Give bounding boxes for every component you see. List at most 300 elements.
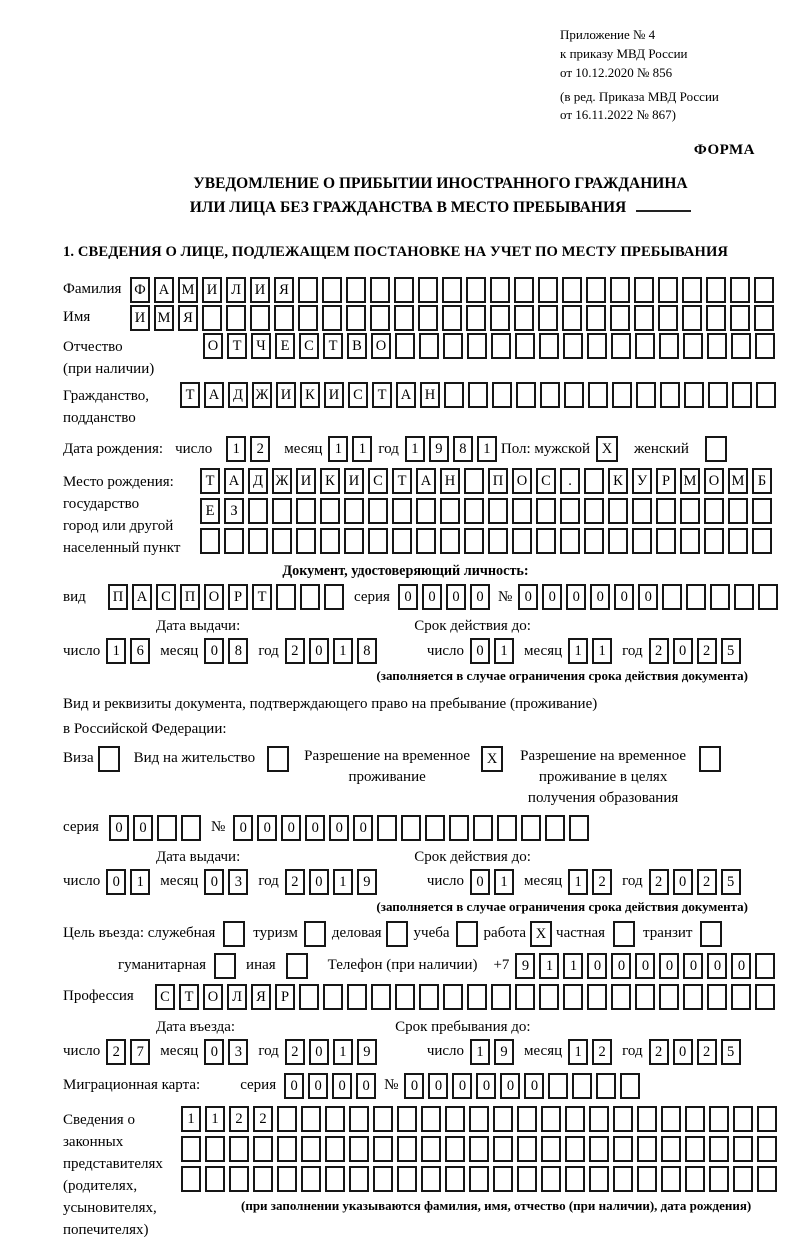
birthplace-cell[interactable]: П [488, 468, 508, 494]
citizenship-cell[interactable] [684, 382, 704, 408]
surname-cell[interactable] [586, 277, 606, 303]
representatives-cell[interactable] [229, 1136, 249, 1162]
stay-year-cell[interactable]: 0 [673, 1039, 693, 1065]
doc-type-cell[interactable]: Р [228, 584, 248, 610]
birthplace-cell[interactable]: Б [752, 468, 772, 494]
representatives-cell[interactable] [637, 1136, 657, 1162]
surname-cell[interactable] [418, 277, 438, 303]
birthplace-cell[interactable]: Т [200, 468, 220, 494]
representatives-cell[interactable] [277, 1136, 297, 1162]
birthplace-cell[interactable] [320, 498, 340, 524]
phone-cell[interactable]: 0 [731, 953, 751, 979]
birthplace-cell[interactable]: О [704, 468, 724, 494]
birthplace-cell[interactable] [416, 498, 436, 524]
citizenship-cell[interactable]: А [204, 382, 224, 408]
birthplace-cell[interactable] [344, 528, 364, 554]
resdoc-series-cell[interactable] [157, 815, 177, 841]
patronymic-cell[interactable]: Ч [251, 333, 271, 359]
birthplace-cell[interactable]: Д [248, 468, 268, 494]
visa-checkbox-cell[interactable] [98, 746, 120, 772]
citizenship-cell[interactable]: Д [228, 382, 248, 408]
citizenship-cell[interactable] [732, 382, 752, 408]
birthplace-cell[interactable]: А [224, 468, 244, 494]
patronymic-cell[interactable] [683, 333, 703, 359]
citizenship-cell[interactable]: И [276, 382, 296, 408]
birthplace-cell[interactable] [392, 498, 412, 524]
migration-series-cell[interactable]: 0 [284, 1073, 304, 1099]
representatives-cell[interactable] [325, 1166, 345, 1192]
representatives-cell[interactable] [685, 1106, 705, 1132]
patronymic-cell[interactable] [539, 333, 559, 359]
citizenship-cell[interactable]: Т [180, 382, 200, 408]
phone-cell[interactable]: 9 [515, 953, 535, 979]
surname-cell[interactable]: Ф [130, 277, 150, 303]
patronymic-cell[interactable] [659, 333, 679, 359]
purpose-tourism-checkbox-cell[interactable] [304, 921, 326, 947]
birthplace-cell[interactable]: С [536, 468, 556, 494]
surname-cell[interactable] [754, 277, 774, 303]
citizenship-cell[interactable]: К [300, 382, 320, 408]
migration-series-cell[interactable]: 0 [332, 1073, 352, 1099]
stay-year-cell[interactable]: 5 [721, 1039, 741, 1065]
birthplace-cell[interactable] [368, 498, 388, 524]
phone-cell[interactable]: 0 [659, 953, 679, 979]
birthdate-day-cell[interactable]: 1 [226, 436, 246, 462]
phone-cell[interactable]: 0 [683, 953, 703, 979]
firstname-cell[interactable] [346, 305, 366, 331]
birthplace-cell[interactable] [248, 498, 268, 524]
doc-type-cell[interactable]: П [180, 584, 200, 610]
representatives-cell[interactable] [205, 1166, 225, 1192]
surname-cell[interactable]: Я [274, 277, 294, 303]
firstname-cell[interactable] [274, 305, 294, 331]
resdoc-number-cell[interactable] [401, 815, 421, 841]
resdoc-series-cell[interactable]: 0 [133, 815, 153, 841]
firstname-cell[interactable] [322, 305, 342, 331]
representatives-cell[interactable] [637, 1166, 657, 1192]
migration-series-cell[interactable]: 0 [356, 1073, 376, 1099]
representatives-cell[interactable] [229, 1166, 249, 1192]
citizenship-cell[interactable]: И [324, 382, 344, 408]
birthplace-cell[interactable]: К [608, 468, 628, 494]
phone-cell[interactable]: 1 [563, 953, 583, 979]
resdoc-valid-day-cell[interactable]: 0 [470, 869, 490, 895]
representatives-cell[interactable] [589, 1136, 609, 1162]
birthplace-cell[interactable] [248, 528, 268, 554]
resdoc-number-cell[interactable]: 0 [257, 815, 277, 841]
representatives-cell[interactable] [445, 1136, 465, 1162]
doc-valid-day-cell[interactable]: 0 [470, 638, 490, 664]
birthplace-cell[interactable]: И [344, 468, 364, 494]
doc-number-cell[interactable]: 0 [590, 584, 610, 610]
doc-number-cell[interactable] [686, 584, 706, 610]
doc-number-cell[interactable]: 0 [566, 584, 586, 610]
representatives-cell[interactable] [325, 1136, 345, 1162]
birthplace-cell[interactable] [752, 528, 772, 554]
resdoc-valid-year-cell[interactable]: 0 [673, 869, 693, 895]
resdoc-number-cell[interactable]: 0 [281, 815, 301, 841]
resdoc-number-cell[interactable] [449, 815, 469, 841]
citizenship-cell[interactable] [660, 382, 680, 408]
birthdate-year-cell[interactable]: 9 [429, 436, 449, 462]
representatives-cell[interactable] [469, 1136, 489, 1162]
citizenship-cell[interactable] [588, 382, 608, 408]
birthplace-cell[interactable] [440, 498, 460, 524]
patronymic-cell[interactable]: Т [227, 333, 247, 359]
doc-issue-month-cell[interactable]: 0 [204, 638, 224, 664]
birthplace-cell[interactable] [392, 528, 412, 554]
doc-issue-day-cell[interactable]: 6 [130, 638, 150, 664]
profession-cell[interactable]: Т [179, 984, 199, 1010]
surname-cell[interactable] [730, 277, 750, 303]
birthplace-cell[interactable] [560, 528, 580, 554]
patronymic-cell[interactable]: О [203, 333, 223, 359]
resdoc-valid-year-cell[interactable]: 2 [649, 869, 669, 895]
birthdate-year-cell[interactable]: 8 [453, 436, 473, 462]
profession-cell[interactable] [755, 984, 775, 1010]
birthplace-cell[interactable]: Н [440, 468, 460, 494]
stay-month-cell[interactable]: 2 [592, 1039, 612, 1065]
entry-year-cell[interactable]: 0 [309, 1039, 329, 1065]
firstname-cell[interactable] [466, 305, 486, 331]
birthplace-cell[interactable]: . [560, 468, 580, 494]
patronymic-cell[interactable] [635, 333, 655, 359]
migration-number-cell[interactable]: 0 [500, 1073, 520, 1099]
resdoc-issue-month-cell[interactable]: 0 [204, 869, 224, 895]
doc-valid-year-cell[interactable]: 5 [721, 638, 741, 664]
patronymic-cell[interactable] [419, 333, 439, 359]
patronymic-cell[interactable] [587, 333, 607, 359]
representatives-cell[interactable] [445, 1106, 465, 1132]
doc-valid-month-cell[interactable]: 1 [568, 638, 588, 664]
entry-month-cell[interactable]: 0 [204, 1039, 224, 1065]
profession-cell[interactable] [323, 984, 343, 1010]
doc-number-cell[interactable] [662, 584, 682, 610]
representatives-cell[interactable] [661, 1106, 681, 1132]
surname-cell[interactable] [706, 277, 726, 303]
birthplace-cell[interactable] [704, 498, 724, 524]
representatives-cell[interactable] [301, 1166, 321, 1192]
citizenship-cell[interactable]: Н [420, 382, 440, 408]
representatives-cell[interactable] [709, 1106, 729, 1132]
representatives-cell[interactable] [517, 1106, 537, 1132]
representatives-cell[interactable] [301, 1136, 321, 1162]
doc-type-cell[interactable] [324, 584, 344, 610]
migration-number-cell[interactable]: 0 [476, 1073, 496, 1099]
firstname-cell[interactable]: Я [178, 305, 198, 331]
migration-number-cell[interactable] [548, 1073, 568, 1099]
representatives-cell[interactable] [565, 1106, 585, 1132]
patronymic-cell[interactable]: В [347, 333, 367, 359]
temp-residence-edu-checkbox-cell[interactable] [699, 746, 721, 772]
residence-permit-checkbox-cell[interactable] [267, 746, 289, 772]
patronymic-cell[interactable] [491, 333, 511, 359]
profession-cell[interactable] [635, 984, 655, 1010]
representatives-cell[interactable] [493, 1166, 513, 1192]
birthplace-cell[interactable] [560, 498, 580, 524]
birthplace-cell[interactable] [584, 498, 604, 524]
profession-cell[interactable] [515, 984, 535, 1010]
representatives-cell[interactable] [277, 1106, 297, 1132]
entry-year-cell[interactable]: 9 [357, 1039, 377, 1065]
birthplace-cell[interactable]: У [632, 468, 652, 494]
doc-number-cell[interactable] [758, 584, 778, 610]
resdoc-issue-year-cell[interactable]: 9 [357, 869, 377, 895]
birthplace-cell[interactable] [464, 498, 484, 524]
migration-number-cell[interactable]: 0 [452, 1073, 472, 1099]
representatives-cell[interactable] [757, 1136, 777, 1162]
patronymic-cell[interactable]: Т [323, 333, 343, 359]
resdoc-number-cell[interactable]: 0 [305, 815, 325, 841]
doc-number-cell[interactable]: 0 [638, 584, 658, 610]
profession-cell[interactable] [299, 984, 319, 1010]
citizenship-cell[interactable] [492, 382, 512, 408]
doc-issue-year-cell[interactable]: 1 [333, 638, 353, 664]
birthplace-cell[interactable] [464, 528, 484, 554]
representatives-cell[interactable] [757, 1106, 777, 1132]
birthplace-cell[interactable] [464, 468, 484, 494]
resdoc-valid-month-cell[interactable]: 2 [592, 869, 612, 895]
firstname-cell[interactable] [226, 305, 246, 331]
male-checkbox-cell[interactable]: X [596, 436, 618, 462]
migration-number-cell[interactable]: 0 [428, 1073, 448, 1099]
doc-issue-month-cell[interactable]: 8 [228, 638, 248, 664]
profession-cell[interactable] [539, 984, 559, 1010]
profession-cell[interactable] [443, 984, 463, 1010]
purpose-humanitarian-checkbox-cell[interactable] [214, 953, 236, 979]
birthplace-cell[interactable]: И [296, 468, 316, 494]
stay-year-cell[interactable]: 2 [697, 1039, 717, 1065]
phone-cell[interactable]: 0 [611, 953, 631, 979]
representatives-cell[interactable] [181, 1166, 201, 1192]
firstname-cell[interactable] [490, 305, 510, 331]
birthdate-month-cell[interactable]: 1 [352, 436, 372, 462]
citizenship-cell[interactable]: С [348, 382, 368, 408]
representatives-cell[interactable]: 1 [205, 1106, 225, 1132]
patronymic-cell[interactable]: Е [275, 333, 295, 359]
profession-cell[interactable]: Р [275, 984, 295, 1010]
representatives-cell[interactable] [757, 1166, 777, 1192]
birthplace-cell[interactable] [416, 528, 436, 554]
representatives-cell[interactable] [709, 1166, 729, 1192]
purpose-work-checkbox-cell[interactable]: X [530, 921, 552, 947]
surname-cell[interactable] [682, 277, 702, 303]
profession-cell[interactable] [683, 984, 703, 1010]
doc-valid-year-cell[interactable]: 0 [673, 638, 693, 664]
firstname-cell[interactable] [538, 305, 558, 331]
firstname-cell[interactable] [370, 305, 390, 331]
firstname-cell[interactable] [418, 305, 438, 331]
migration-number-cell[interactable] [620, 1073, 640, 1099]
doc-type-cell[interactable] [300, 584, 320, 610]
surname-cell[interactable]: И [202, 277, 222, 303]
representatives-cell[interactable] [517, 1166, 537, 1192]
resdoc-series-cell[interactable]: 0 [109, 815, 129, 841]
surname-cell[interactable] [490, 277, 510, 303]
surname-cell[interactable] [298, 277, 318, 303]
birthdate-month-cell[interactable]: 1 [328, 436, 348, 462]
firstname-cell[interactable] [202, 305, 222, 331]
patronymic-cell[interactable] [515, 333, 535, 359]
resdoc-number-cell[interactable] [377, 815, 397, 841]
representatives-cell[interactable] [349, 1106, 369, 1132]
doc-type-cell[interactable] [276, 584, 296, 610]
profession-cell[interactable] [371, 984, 391, 1010]
surname-cell[interactable] [610, 277, 630, 303]
patronymic-cell[interactable]: О [371, 333, 391, 359]
birthplace-cell[interactable]: Р [656, 468, 676, 494]
representatives-cell[interactable] [349, 1166, 369, 1192]
profession-cell[interactable] [467, 984, 487, 1010]
doc-type-cell[interactable]: А [132, 584, 152, 610]
surname-cell[interactable] [322, 277, 342, 303]
citizenship-cell[interactable]: Т [372, 382, 392, 408]
doc-series-cell[interactable]: 0 [398, 584, 418, 610]
resdoc-number-cell[interactable]: 0 [353, 815, 373, 841]
representatives-cell[interactable] [541, 1136, 561, 1162]
entry-day-cell[interactable]: 7 [130, 1039, 150, 1065]
birthplace-cell[interactable] [608, 528, 628, 554]
representatives-cell[interactable]: 2 [253, 1106, 273, 1132]
doc-series-cell[interactable]: 0 [470, 584, 490, 610]
firstname-cell[interactable] [610, 305, 630, 331]
representatives-cell[interactable] [733, 1136, 753, 1162]
resdoc-number-cell[interactable] [569, 815, 589, 841]
temp-residence-checkbox-cell[interactable]: X [481, 746, 503, 772]
birthplace-cell[interactable] [704, 528, 724, 554]
representatives-cell[interactable] [613, 1106, 633, 1132]
doc-type-cell[interactable]: П [108, 584, 128, 610]
surname-cell[interactable]: Л [226, 277, 246, 303]
representatives-cell[interactable] [277, 1166, 297, 1192]
resdoc-issue-year-cell[interactable]: 0 [309, 869, 329, 895]
resdoc-number-cell[interactable]: 0 [329, 815, 349, 841]
purpose-transit-checkbox-cell[interactable] [700, 921, 722, 947]
profession-cell[interactable] [347, 984, 367, 1010]
firstname-cell[interactable] [682, 305, 702, 331]
birthplace-cell[interactable] [536, 528, 556, 554]
firstname-cell[interactable] [706, 305, 726, 331]
doc-valid-month-cell[interactable]: 1 [592, 638, 612, 664]
representatives-cell[interactable] [373, 1166, 393, 1192]
birthplace-cell[interactable] [680, 498, 700, 524]
phone-cell[interactable]: 0 [587, 953, 607, 979]
profession-cell[interactable]: Л [227, 984, 247, 1010]
profession-cell[interactable] [587, 984, 607, 1010]
resdoc-valid-day-cell[interactable]: 1 [494, 869, 514, 895]
doc-valid-day-cell[interactable]: 1 [494, 638, 514, 664]
birthplace-cell[interactable] [488, 528, 508, 554]
entry-year-cell[interactable]: 1 [333, 1039, 353, 1065]
firstname-cell[interactable] [754, 305, 774, 331]
profession-cell[interactable] [395, 984, 415, 1010]
representatives-cell[interactable] [661, 1166, 681, 1192]
firstname-cell[interactable] [442, 305, 462, 331]
profession-cell[interactable] [419, 984, 439, 1010]
birthplace-cell[interactable] [272, 528, 292, 554]
resdoc-issue-day-cell[interactable]: 0 [106, 869, 126, 895]
representatives-cell[interactable] [205, 1136, 225, 1162]
birthdate-year-cell[interactable]: 1 [477, 436, 497, 462]
birthplace-cell[interactable]: Е [200, 498, 220, 524]
birthplace-cell[interactable] [632, 498, 652, 524]
representatives-cell[interactable] [325, 1106, 345, 1132]
doc-issue-day-cell[interactable]: 1 [106, 638, 126, 664]
doc-issue-year-cell[interactable]: 2 [285, 638, 305, 664]
doc-number-cell[interactable] [710, 584, 730, 610]
birthplace-cell[interactable]: А [416, 468, 436, 494]
birthplace-cell[interactable] [632, 528, 652, 554]
birthplace-cell[interactable] [728, 528, 748, 554]
firstname-cell[interactable] [394, 305, 414, 331]
phone-cell[interactable]: 0 [707, 953, 727, 979]
surname-cell[interactable] [538, 277, 558, 303]
entry-month-cell[interactable]: 3 [228, 1039, 248, 1065]
representatives-cell[interactable] [445, 1166, 465, 1192]
representatives-cell[interactable] [253, 1166, 273, 1192]
doc-type-cell[interactable]: О [204, 584, 224, 610]
representatives-cell[interactable] [421, 1166, 441, 1192]
representatives-cell[interactable] [397, 1136, 417, 1162]
birthplace-cell[interactable]: Т [392, 468, 412, 494]
representatives-cell[interactable] [637, 1106, 657, 1132]
resdoc-number-cell[interactable] [473, 815, 493, 841]
birthplace-cell[interactable]: К [320, 468, 340, 494]
stay-day-cell[interactable]: 9 [494, 1039, 514, 1065]
stay-month-cell[interactable]: 1 [568, 1039, 588, 1065]
doc-number-cell[interactable] [734, 584, 754, 610]
representatives-cell[interactable] [421, 1136, 441, 1162]
representatives-cell[interactable] [589, 1166, 609, 1192]
patronymic-cell[interactable] [443, 333, 463, 359]
representatives-cell[interactable] [469, 1106, 489, 1132]
surname-cell[interactable] [394, 277, 414, 303]
doc-valid-year-cell[interactable]: 2 [649, 638, 669, 664]
citizenship-cell[interactable] [468, 382, 488, 408]
citizenship-cell[interactable]: Ж [252, 382, 272, 408]
purpose-service-checkbox-cell[interactable] [223, 921, 245, 947]
birthplace-cell[interactable] [272, 498, 292, 524]
doc-number-cell[interactable]: 0 [518, 584, 538, 610]
doc-number-cell[interactable]: 0 [614, 584, 634, 610]
birthplace-cell[interactable]: О [512, 468, 532, 494]
birthplace-cell[interactable] [200, 528, 220, 554]
firstname-cell[interactable]: И [130, 305, 150, 331]
doc-series-cell[interactable]: 0 [422, 584, 442, 610]
birthplace-cell[interactable] [584, 528, 604, 554]
representatives-cell[interactable] [661, 1136, 681, 1162]
birthplace-cell[interactable] [656, 528, 676, 554]
stay-day-cell[interactable]: 1 [470, 1039, 490, 1065]
firstname-cell[interactable] [586, 305, 606, 331]
representatives-cell[interactable] [565, 1166, 585, 1192]
doc-issue-year-cell[interactable]: 0 [309, 638, 329, 664]
resdoc-issue-day-cell[interactable]: 1 [130, 869, 150, 895]
surname-cell[interactable]: И [250, 277, 270, 303]
representatives-cell[interactable] [613, 1136, 633, 1162]
profession-cell[interactable] [659, 984, 679, 1010]
representatives-cell[interactable] [589, 1106, 609, 1132]
resdoc-issue-year-cell[interactable]: 2 [285, 869, 305, 895]
firstname-cell[interactable] [658, 305, 678, 331]
representatives-cell[interactable] [421, 1106, 441, 1132]
title-blank-underline[interactable] [636, 198, 691, 212]
birthplace-cell[interactable] [320, 528, 340, 554]
representatives-cell[interactable] [349, 1136, 369, 1162]
birthplace-cell[interactable]: Ж [272, 468, 292, 494]
birthplace-cell[interactable] [512, 528, 532, 554]
birthplace-cell[interactable] [680, 528, 700, 554]
